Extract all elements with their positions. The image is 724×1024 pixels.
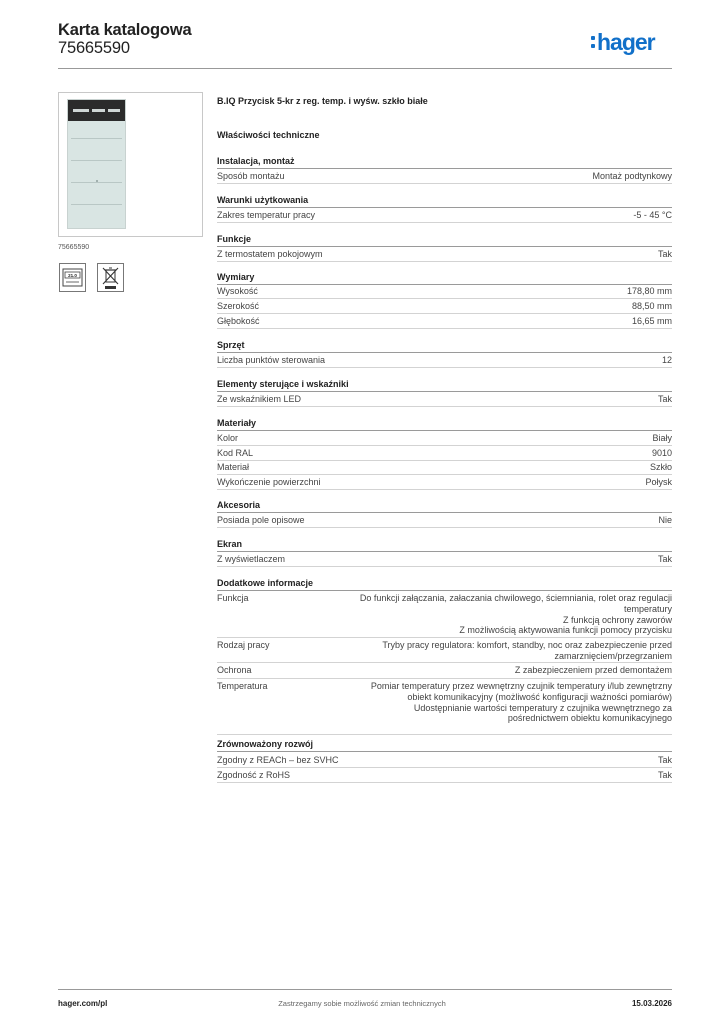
property-value-line: Pomiar temperatury przez wewnętrzny czujnik temperatury i/lub zewnętrzny [370, 681, 672, 691]
property-label: Ochrona [217, 665, 252, 675]
product-name: B.IQ Przycisk 5-kr z reg. temp. i wyśw. szkło białe [217, 96, 428, 106]
property-label: Zgodność z RoHS [217, 770, 291, 780]
group-title: Warunki użytkowania [217, 195, 309, 205]
property-value [632, 301, 672, 312]
property-value [515, 665, 672, 676]
property-value [658, 770, 672, 781]
property-value-line: Tak [657, 770, 672, 780]
property-label: Głębokość [217, 316, 260, 326]
property-label: Kod RAL [217, 448, 254, 458]
property-label: Temperatura [217, 681, 268, 691]
footer-divider [58, 989, 672, 990]
property-value-line: Tak [657, 755, 672, 765]
property-label: Materiał [217, 462, 250, 472]
property-label: Zgodny z REACh – bez SVHC [217, 755, 339, 765]
property-row [217, 680, 672, 735]
property-value-line: zamarznięciem/przegrzaniem [554, 650, 672, 661]
property-row [217, 285, 672, 299]
property-row [217, 209, 672, 223]
property-label: Z termostatem pokojowym [217, 249, 323, 259]
logo-text: hager [597, 28, 655, 55]
group-title: Sprzęt [217, 340, 245, 350]
group-title: Dodatkowe informacje [217, 578, 314, 588]
group-divider [217, 590, 672, 591]
property-value [627, 286, 672, 297]
property-row [217, 754, 672, 768]
property-row [217, 514, 672, 528]
group-divider [217, 391, 672, 392]
property-value-line: Tak [657, 394, 672, 404]
property-value [382, 640, 672, 662]
group-title: Ekran [217, 539, 243, 549]
property-value-line: Do funkcji załączania, załaczania chwilowego, ściemniania, rolet oraz regulacji [359, 593, 672, 603]
property-label: Zakres temperatur pracy [217, 210, 316, 220]
property-label: Wysokość [217, 286, 258, 296]
group-divider [217, 168, 672, 169]
property-value [650, 462, 672, 473]
hager-logo [591, 29, 655, 55]
property-value-line: Tryby pracy regulatora: komfort, standby, noc oraz zabezpieczenie przed [382, 640, 672, 650]
property-value [632, 316, 672, 327]
property-value-line: temperatury [623, 603, 672, 614]
group-title: Akcesoria [217, 500, 261, 510]
property-label: Szerokość [217, 301, 260, 311]
property-value-line: 9010 [651, 448, 672, 458]
property-label: Wykończenie powierzchni [217, 477, 321, 487]
property-row [217, 432, 672, 446]
property-row [217, 315, 672, 329]
product-image-frame [58, 92, 203, 237]
property-label: Posiada pole opisowe [217, 515, 305, 525]
group-divider [217, 352, 672, 353]
group-divider [217, 751, 672, 752]
display-thermostat-icon [59, 263, 86, 292]
property-value [360, 593, 672, 636]
property-value-line: Szkło [649, 462, 672, 472]
property-value-line: 178,80 mm [626, 286, 672, 296]
property-value-line: 16,65 mm [631, 316, 672, 326]
property-label: Z wyświetlaczem [217, 554, 286, 564]
section-title: Właściwości techniczne [217, 130, 320, 140]
property-value [658, 755, 672, 766]
property-value [658, 554, 672, 565]
weee-crossed-bin-icon [97, 263, 124, 292]
property-value-line: -5 - 45 °C [633, 210, 672, 220]
property-value [592, 171, 672, 182]
property-value [658, 394, 672, 405]
property-row [217, 664, 672, 679]
property-row [217, 476, 672, 490]
group-divider [217, 430, 672, 431]
header-divider [58, 68, 672, 69]
document-product-code: 75665590 [58, 39, 130, 57]
product-image [67, 99, 126, 229]
property-row [217, 447, 672, 461]
property-row [217, 461, 672, 475]
property-value [645, 477, 672, 488]
property-value-line: 12 [661, 355, 672, 365]
property-value-line: pośrednictwem obiektu komunikacyjnego [507, 713, 672, 724]
property-value [371, 681, 672, 724]
property-label: Kolor [217, 433, 239, 443]
group-title: Materiały [217, 418, 257, 428]
footer-date: 15.03.2026 [631, 999, 672, 1008]
logo-colon-icon [591, 36, 595, 48]
group-title: Elementy sterujące i wskaźniki [217, 379, 349, 389]
property-row [217, 300, 672, 314]
property-row [217, 248, 672, 262]
property-row [217, 354, 672, 368]
property-row [217, 592, 672, 638]
group-title: Instalacja, montaż [217, 156, 295, 166]
property-value [662, 355, 672, 366]
document-title: Karta katalogowa [58, 21, 192, 39]
property-value-line: Udostępnianie wartości temperatury z czujnika wewnętrznego za [413, 702, 672, 713]
product-image-code: 75665590 [58, 244, 90, 251]
group-title: Funkcje [217, 234, 252, 244]
group-divider [217, 246, 672, 247]
property-value [658, 515, 672, 526]
property-value-line: 88,50 mm [631, 301, 672, 311]
property-label: Rodzaj pracy [217, 640, 270, 650]
property-value-line: Połysk [645, 477, 672, 487]
property-value-line: Z funkcją ochrony zaworów [562, 614, 672, 625]
property-value-line: Z zabezpieczeniem przed demontażem [514, 665, 672, 675]
property-value-line: Biały [652, 433, 672, 443]
property-value [633, 210, 672, 221]
group-divider [217, 512, 672, 513]
svg-text:21.0: 21.0 [68, 273, 77, 278]
property-row [217, 769, 672, 783]
group-title: Zrównoważony rozwój [217, 739, 313, 749]
property-row [217, 393, 672, 407]
property-label: Liczba punktów sterowania [217, 355, 326, 365]
property-value-line: Tak [657, 554, 672, 564]
property-value [652, 433, 672, 444]
property-label: Funkcja [217, 593, 249, 603]
group-title: Wymiary [217, 272, 255, 282]
footer-website: hager.com/pl [58, 999, 108, 1008]
property-value-line: Nie [658, 515, 672, 525]
property-value-line: Z możliwością aktywowania funkcji pomocy przycisku [459, 625, 672, 636]
property-row [217, 170, 672, 184]
property-value [658, 249, 672, 260]
device-display [68, 100, 125, 121]
group-divider [217, 551, 672, 552]
footer-disclaimer: Zastrzegamy sobie możliwość zmian technicznych [278, 999, 446, 1008]
property-value [652, 448, 672, 459]
property-label: Sposób montażu [217, 171, 285, 181]
property-row [217, 553, 672, 567]
group-divider [217, 207, 672, 208]
property-value-line: obiekt komunikacyjny (możliwość konfiguracji ważności pomiarów) [407, 691, 672, 702]
property-value-line: Montaż podtynkowy [592, 171, 672, 181]
property-row [217, 639, 672, 663]
property-value-line: Tak [657, 249, 672, 259]
property-label: Ze wskaźnikiem LED [217, 394, 302, 404]
